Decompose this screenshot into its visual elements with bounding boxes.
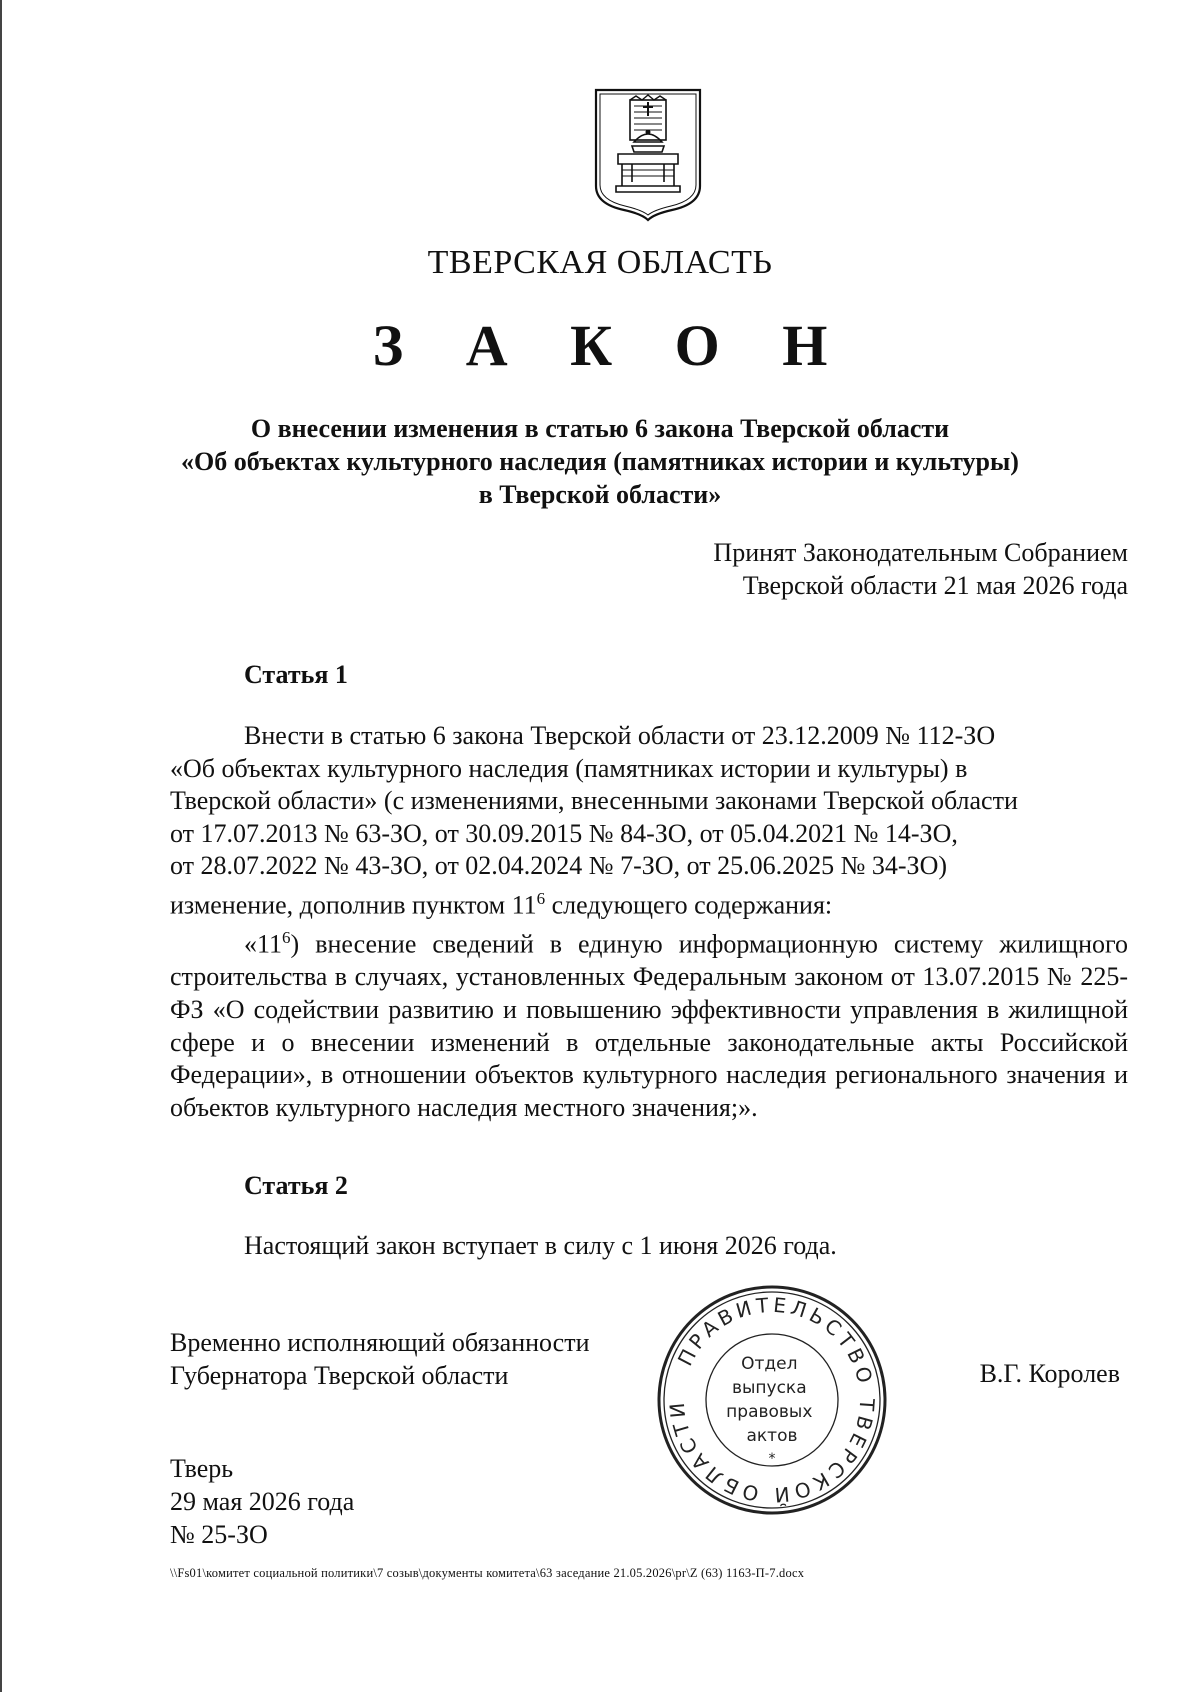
article-1-line: от 17.07.2013 № 63-ЗО, от 30.09.2015 № 84-ЗО, от 05.04.2021 № 14-ЗО, xyxy=(170,818,958,848)
article-1-line: от 28.07.2022 № 43-ЗО, от 02.04.2024 № 7-ЗО, от 25.06.2025 № 34-ЗО) xyxy=(170,851,948,881)
place-date-number xyxy=(170,1452,354,1551)
new-item-open: «11 xyxy=(244,929,283,959)
adoption-note xyxy=(600,536,1128,602)
signatory-position xyxy=(170,1326,590,1392)
official-stamp xyxy=(655,1283,889,1517)
superscript-6: 6 xyxy=(282,928,291,948)
superscript-6: 6 xyxy=(536,888,546,908)
law-number: № 25-ЗО xyxy=(170,1520,268,1549)
date: 29 мая 2026 года xyxy=(170,1487,355,1516)
signatory-name: В.Г. Королев xyxy=(979,1359,1120,1388)
coat-of-arms-emblem xyxy=(592,86,704,222)
article-1-line xyxy=(170,883,1128,922)
region-name: ТВЕРСКАЯ ОБЛАСТЬ xyxy=(427,244,773,281)
article-1-tail-text: изменение, дополнив пунктом 11 xyxy=(170,890,537,920)
stamp-ring-text: ПРАВИТЕЛЬСТВО ТВЕРСКОЙ ОБЛАСТИ xyxy=(664,1292,880,1508)
article-2-body: Настоящий закон вступает в силу с 1 июня 2026 года. xyxy=(244,1231,837,1260)
document-title xyxy=(150,412,1050,511)
signatory-position-line: Губернатора Тверской области xyxy=(170,1361,509,1390)
article-1-line: Тверской области» (с изменениями, внесенными законами Тверской области xyxy=(170,786,1018,816)
article-1-line: Внести в статью 6 закона Тверской области от 23.12.2009 № 112-ЗО xyxy=(244,721,996,750)
document-type: З А К О Н xyxy=(372,313,852,378)
article-1-heading: Статья 1 xyxy=(244,660,348,689)
adoption-note-line: Принят Законодательным Собранием xyxy=(713,538,1128,567)
new-item-text: ) внесение сведений в единую информационную систему жилищного строительства в случаях, установленных Федеральным законом от 13.07.2015 № 225-ФЗ «О содействии развитию и повышению эффективности управления в жилищной сфере и о внесении изменений в отдельные законодательные акты Российской Федерации», в отношении объектов культурного наследия регионального значения и объектов культурного наследия местного значения;». xyxy=(170,929,1128,1122)
document-title-line: «Об объектах культурного наследия (памятниках истории и культуры) xyxy=(181,447,1019,476)
article-1-new-item xyxy=(170,922,1128,1124)
article-2-heading: Статья 2 xyxy=(244,1171,348,1200)
place: Тверь xyxy=(170,1454,234,1483)
article-1-tail-text: следующего содержания: xyxy=(545,890,833,920)
stamp-center-text: Отдел выпуска правовых актов xyxy=(726,1354,813,1446)
article-1-line: «Об объектах культурного наследия (памятниках истории и культуры) в xyxy=(170,753,968,783)
article-1-body xyxy=(170,720,1128,1124)
file-path-footer: \\Fs01\комитет социальной политики\7 созыв\документы комитета\63 заседание 21.05.2026\pr\Z (63) 1163-П-7.docx xyxy=(170,1566,805,1580)
adoption-note-line: Тверской области 21 мая 2026 года xyxy=(742,571,1128,600)
document-title-line: в Тверской области» xyxy=(478,480,722,509)
stamp-star: * xyxy=(768,1451,776,1467)
signatory-position-line: Временно исполняющий обязанности xyxy=(170,1328,590,1357)
document-title-line: О внесении изменения в статью 6 закона Тверской области xyxy=(250,414,950,443)
